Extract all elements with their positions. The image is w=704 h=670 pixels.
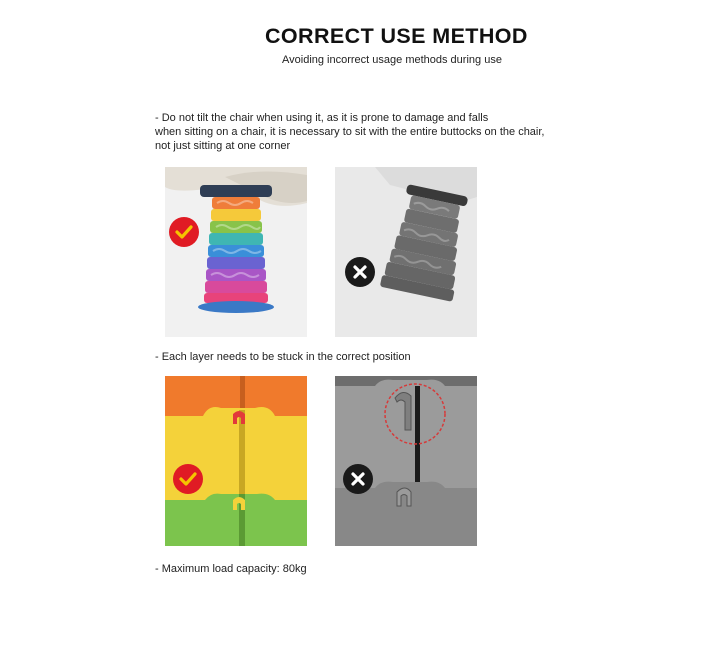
cross-icon (343, 464, 373, 494)
page-subtitle: Avoiding incorrect usage methods during use (282, 54, 502, 66)
correct-layer-photo (165, 376, 307, 546)
page-title: CORRECT USE METHOD (265, 24, 528, 48)
layer-note: - Each layer needs to be stuck in the correct position (155, 351, 411, 363)
capacity-note: - Maximum load capacity: 80kg (155, 563, 307, 575)
tilt-note-line-1: - Do not tilt the chair when using it, as it is prone to damage and falls (155, 112, 489, 124)
incorrect-layer-photo (335, 376, 477, 546)
tilt-note-line-2: when sitting on a chair, it is necessary to sit with the entire buttocks on the chair, (155, 126, 545, 138)
tilt-note-line-3: not just sitting at one corner (155, 140, 291, 152)
checkmark-icon (173, 464, 203, 494)
correct-sitting-photo (165, 167, 307, 337)
cross-icon (345, 257, 375, 287)
checkmark-icon (169, 217, 199, 247)
incorrect-sitting-photo (335, 167, 477, 337)
